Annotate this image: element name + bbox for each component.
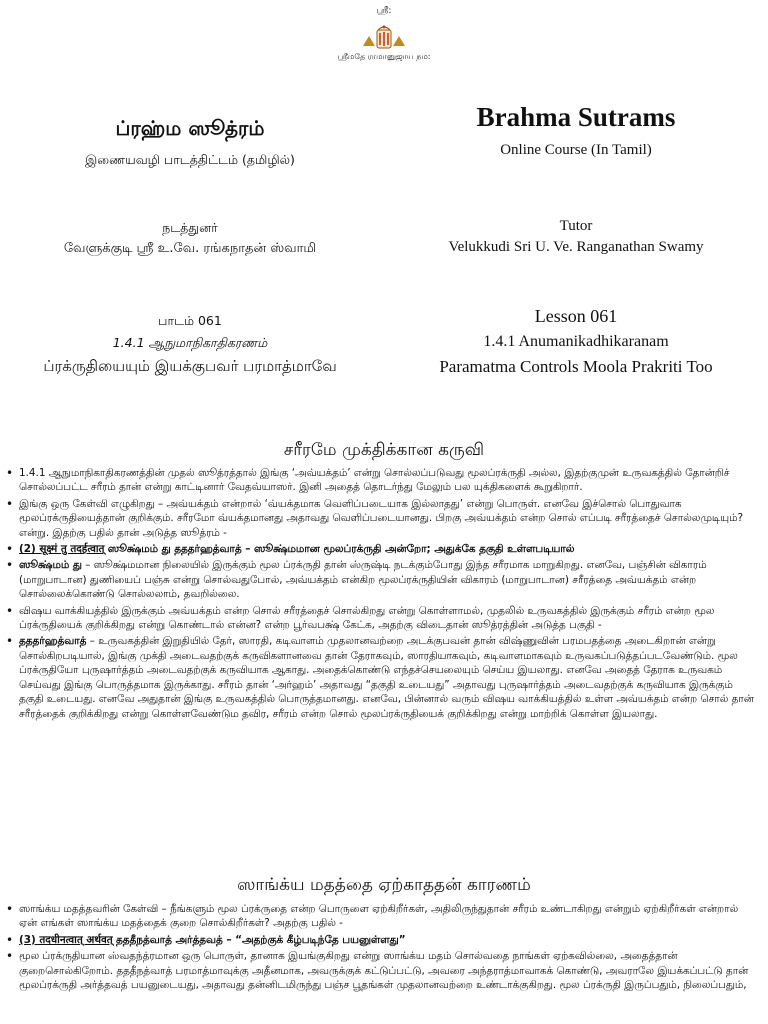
tutor-name-english: Velukkudi Sri U. Ve. Ranganathan Swamy xyxy=(448,239,704,255)
namam-emblem-icon xyxy=(359,24,409,50)
lesson-number-tamil: பாடம் 061 xyxy=(158,313,222,328)
bullet-text: இங்கு ஒரு கேள்வி எழுகிறது – அவ்யக்தம் என்றால் ‘வ்யக்தமாக வெளிப்படையாக இல்லாதது’ என்று பொருள். எனவே இச்சொல் பொதுவாக மூலப்ரக்ருதியைத்தான் குறிக்கும். சரீரமோ வ்யக்தமானது அதாவது வெளிப்படையானது. பிறகு அவ்யக்தம் என்ற சொல் எப்படி சரீரத்தைச் சொல்லமுடியும்? என்று. இதற்கு பதில் தான் அடுத்த ஸூத்ரம் - xyxy=(19,497,743,539)
bullet-text: – உருவகத்தின் இறுதியில் தேர், ஸாரதி, கடிவாளம் முதலானவற்றை அடக்குபவன் தான் விஷ்ணுவின் பரமபதத்தை அடைகிறான் என்று சொல்கிறபடியால், இங்கு முக்தி அடைவதற்குக் கருவிகளானவை தான் தேராகவும், ஸாரதியாகவும், கடிவாளமாகவும் உருவகப்படுத்தப்படவேண்டும். மூல ப்ரக்ருதியோ புருஷார்த்தம் அடைவதற்குக் கருவியாக ஆகாது. அதைக்கொண்டு எந்தச்செயலையும் செய்ய இயலாது. எனவே அதைத் தேராக உருவகம் செய்வது இங்கு பொருத்தமாக இருக்காது. சரீரம் தான் ‘அர்ஹம்’ அதாவது “தகுதி உடையது” அதாவது புருஷார்த்தம் அடைவதற்குக் கருவியாக இருக்கும் தகுதி உடையது. எனவே அதுதான் இங்கு உருவகத்தில் பொருத்தமானது. எனவே, பின்னால் வரும் விஷய வாக்கியத்தில் உள்ள அவ்யக்தம் என்ற சொல் தான் சரீரத்தைக் குறிக்கிறது என்று கொள்ளவேண்டும தவிர, சரீரம் என்ற சொல் மூலப்ரக்ருதியைக் குறிக்கிறது என்று மாற்றிக் கொள்ள இயலாது. xyxy=(19,635,754,720)
course-title-english: Brahma Sutrams xyxy=(476,102,676,132)
bullet-item xyxy=(6,542,758,556)
lesson-title-tamil: ப்ரக்ருதியையும் இயக்குபவர் பரமாத்மாவே xyxy=(43,357,337,375)
tutor-label-english: Tutor xyxy=(559,218,593,234)
section-heading-body-as-tool: சரீரமே முக்திக்கான கருவி xyxy=(283,440,485,460)
bullet-item xyxy=(6,497,758,540)
lesson-number-english: Lesson 061 xyxy=(534,306,618,326)
bullet-item xyxy=(6,634,758,720)
bullet-text: தததீநத்வாத் அர்த்தவத் – “அதற்குக் கீழ்படிந்தே பயனுள்ளது” xyxy=(115,933,406,946)
sutra-sanskrit: (2) सूक्ष्मं तु तदर्हत्वात् xyxy=(19,543,105,556)
bullet-text: – ஸூக்ஷ்மமான நிலையில் இருக்கும் மூல ப்ரக்ருதி தான் ஸ்ருஷ்டி நடக்கும்போது இந்த சரீரமாக மாறுகிறது. எனவே, பஞ்சின் விகாரம் (மாறுபாடான) துணியைப் பஞ்சு என்று சொல்வதுபோல், அவ்யக்தம் என்கிற மூலப்ரக்ருதியின் விகாரம் (மாறுபாடான) சரீரத்தை அவ்யக்தம் என்ற சொல்லைக்கொண்டு சொல்லலாம், தவறில்லை. xyxy=(19,559,707,601)
bullet-item xyxy=(6,933,758,947)
bullet-item xyxy=(6,466,758,495)
bullet-item xyxy=(6,949,758,992)
bullet-text: ஸூக்ஷ்மம் து தததர்ஹத்வாத் – ஸூக்ஷ்மமான மூலப்ரக்ருதி அன்றோ; அதுக்கே தகுதி உள்ளபடியால் xyxy=(107,543,575,556)
bullet-item xyxy=(6,604,758,633)
tutor-name-tamil: வேளுக்குடி ஸ்ரீ உ.வே. ரங்கநாதன் ஸ்வாமி xyxy=(63,241,317,256)
section1-bullet-list xyxy=(6,466,758,723)
course-subtitle-tamil: இணையவழி பாடத்திட்டம் (தமிழில்) xyxy=(85,152,295,167)
lesson-title-english: Paramatma Controls Moola Prakriti Too xyxy=(439,357,713,376)
tutor-label-tamil: நடத்துனர் xyxy=(162,220,218,235)
course-subtitle-english: Online Course (In Tamil) xyxy=(500,142,652,158)
bullet-text: 1.4.1 ஆநுமாநிகாதிகரணத்தின் முதல் ஸூத்ரத்தால் இங்கு ‘அவ்யக்தம்’ என்று சொல்லப்படுவது மூலப்ரக்ருதி அல்ல, இதற்குமுன் உருவகத்தில் தோன்றிச் சொல்லப்பட்ட சரீரம் தான் என்று காட்டினார் வேதவ்யாஸர். இனி அதைத் தொடர்ந்து மேலும் பல யுக்திகளைக் கூறுகிறார். xyxy=(19,467,730,494)
sutra-sanskrit: (3) तदधीनत्वात् अर्थवत् xyxy=(19,933,113,946)
adhikaranam-tamil: 1.4.1 ஆநுமாநிகாதிகரணம் xyxy=(112,335,268,350)
bullet-text: ஸாங்க்ய மதத்தவரின் கேள்வி – நீங்களும் மூல ப்ரக்ருதை என்ற பொருளை ஏற்கிறீர்கள், அதிலிருந்துதான் சரீரம் உண்டாகிறது என்றும் ஏற்கிறீர்கள் என்றால் ஏன் எங்கள் ஸாங்க்ய மதத்தைக் குறை சொல்கிறீர்கள்? அதற்கு பதில் - xyxy=(19,903,739,930)
course-title-tamil: ப்ரஹ்ம ஸூத்ரம் xyxy=(115,116,265,140)
shri-mark: ஸ்ரீ: xyxy=(376,6,392,16)
bullet-text: மூல ப்ரக்ருதியான ஸ்வதந்த்ரமான ஒரு பொருள், தானாக இயங்குகிறது என்று ஸாங்க்ய மதம் சொல்வதை நாங்கள் ஏற்கவில்லை, அதைத்தான் குறைசொல்கிறோம். தததீநத்வாத் பரமாத்மாவுக்கு அதீனமாக, அவருக்குக் கட்டுப்பட்டு, அவரை அந்தராத்மாவாகக் கொண்டு, அவராலே இயக்கப்பட்டு தான் மூலப்ரக்ருதி அர்த்தவத் பயனுடையது, அதாவது தன்னிடமிருந்து பஞ்ச பூதங்கள் முதலானவற்றை உண்டாக்குகிறது. மூல ப்ரக்ருதி இருப்பதும், நிலைப்பதும், xyxy=(19,950,749,992)
section2-bullet-list xyxy=(6,902,758,994)
section-heading-sankhya: ஸாங்க்ய மதத்தை ஏற்காததன் காரணம் xyxy=(237,875,531,895)
bullet-text: விஷய வாக்கியத்தில் இருக்கும் அவ்யக்தம் என்ற சொல் சரீரத்தைச் சொல்கிறது என்று கொள்ளாமல், முதலில் உருவகத்தில் இருக்கும் சரீரம் என்ற மூல ப்ரக்ருதியைக் குறிக்கிறது என்று கொண்டால் என்ன? என்ற பூர்வபக்ஷ் கேட்க, அதற்கு விடைதான் ஸூத்ரத்தின் அடுத்த பகுதி - xyxy=(19,604,715,632)
adhikaranam-english: 1.4.1 Anumanikadhikaranam xyxy=(483,333,669,350)
bullet-item xyxy=(6,902,758,931)
key-term: ஸூக்ஷ்மம் து xyxy=(19,559,82,572)
bullet-item xyxy=(6,558,758,601)
key-term: தததர்ஹத்வாத் xyxy=(19,635,87,648)
invocation-text: ஸ்ரீமதே ராமானுஜாய நம: xyxy=(337,52,431,61)
